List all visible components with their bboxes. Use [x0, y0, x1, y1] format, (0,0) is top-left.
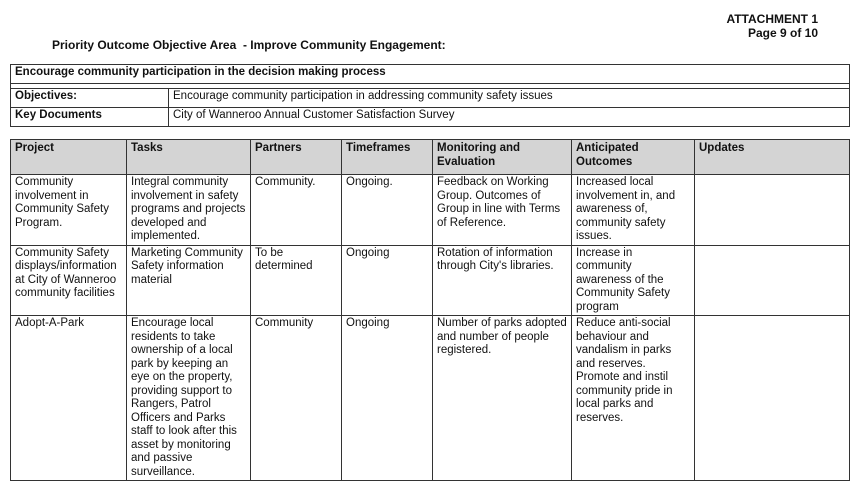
cell-monitoring: Number of parks adopted and number of people registered. — [433, 316, 572, 481]
objectives-label: Objectives: — [11, 89, 169, 108]
cell-project: Adopt-A-Park — [11, 316, 127, 481]
cell-tasks: Encourage local residents to take ownership of a local park by keeping an eye on the property, providing support to Rangers, Patrol Officers and Parks staff to look after this asset by monitoring and passive surveillance. — [127, 316, 251, 481]
cell-monitoring: Feedback on Working Group. Outcomes of Group in line with Terms of Reference. — [433, 175, 572, 246]
attachment-header — [726, 12, 818, 40]
objective-table — [10, 64, 850, 127]
cell-partners: To be determined — [251, 245, 342, 316]
column-header-partners: Partners — [251, 140, 342, 175]
cell-timeframes: Ongoing — [342, 316, 433, 481]
cell-tasks: Integral community involvement in safety programs and projects developed and implemented. — [127, 175, 251, 246]
cell-updates — [695, 245, 850, 316]
cell-outcomes: Increase in community awareness of the Community Safety program — [572, 245, 695, 316]
cell-project: Community involvement in Community Safety Program. — [11, 175, 127, 246]
key-documents-value: City of Wanneroo Annual Customer Satisfaction Survey — [169, 108, 850, 127]
cell-updates — [695, 175, 850, 246]
cell-outcomes: Reduce anti-social behaviour and vandalism in parks and reserves. Promote and instil community pride in local parks and reserves. — [572, 316, 695, 481]
cell-outcomes: Increased local involvement in, and awareness of, community safety issues. — [572, 175, 695, 246]
table-row — [11, 316, 850, 481]
column-header-timeframes: Timeframes — [342, 140, 433, 175]
column-header-tasks: Tasks — [127, 140, 251, 175]
cell-partners: Community. — [251, 175, 342, 246]
column-header-outcomes: Anticipated Outcomes — [572, 140, 695, 175]
cell-project: Community Safety displays/information at City of Wanneroo community facilities — [11, 245, 127, 316]
attachment-label: ATTACHMENT 1 — [726, 12, 818, 26]
objectives-value: Encourage community participation in addressing community safety issues — [169, 89, 850, 108]
cell-updates — [695, 316, 850, 481]
page-number: Page 9 of 10 — [747, 26, 818, 40]
cell-timeframes: Ongoing. — [342, 175, 433, 246]
key-documents-label: Key Documents — [11, 108, 169, 127]
column-header-monitoring: Monitoring and Evaluation — [433, 140, 572, 175]
table-row — [11, 245, 850, 316]
cell-monitoring: Rotation of information through City's libraries. — [433, 245, 572, 316]
column-header-project: Project — [11, 140, 127, 175]
cell-partners: Community — [251, 316, 342, 481]
table-row — [11, 175, 850, 246]
page-title: Priority Outcome Objective Area - Improve Community Engagement: — [52, 38, 446, 52]
cell-tasks: Marketing Community Safety information material — [127, 245, 251, 316]
action-plan-table — [10, 139, 850, 481]
cell-timeframes: Ongoing — [342, 245, 433, 316]
column-header-updates: Updates — [695, 140, 850, 175]
objective-title: Encourage community participation in the decision making process — [11, 65, 850, 84]
table-header-row — [11, 140, 850, 175]
